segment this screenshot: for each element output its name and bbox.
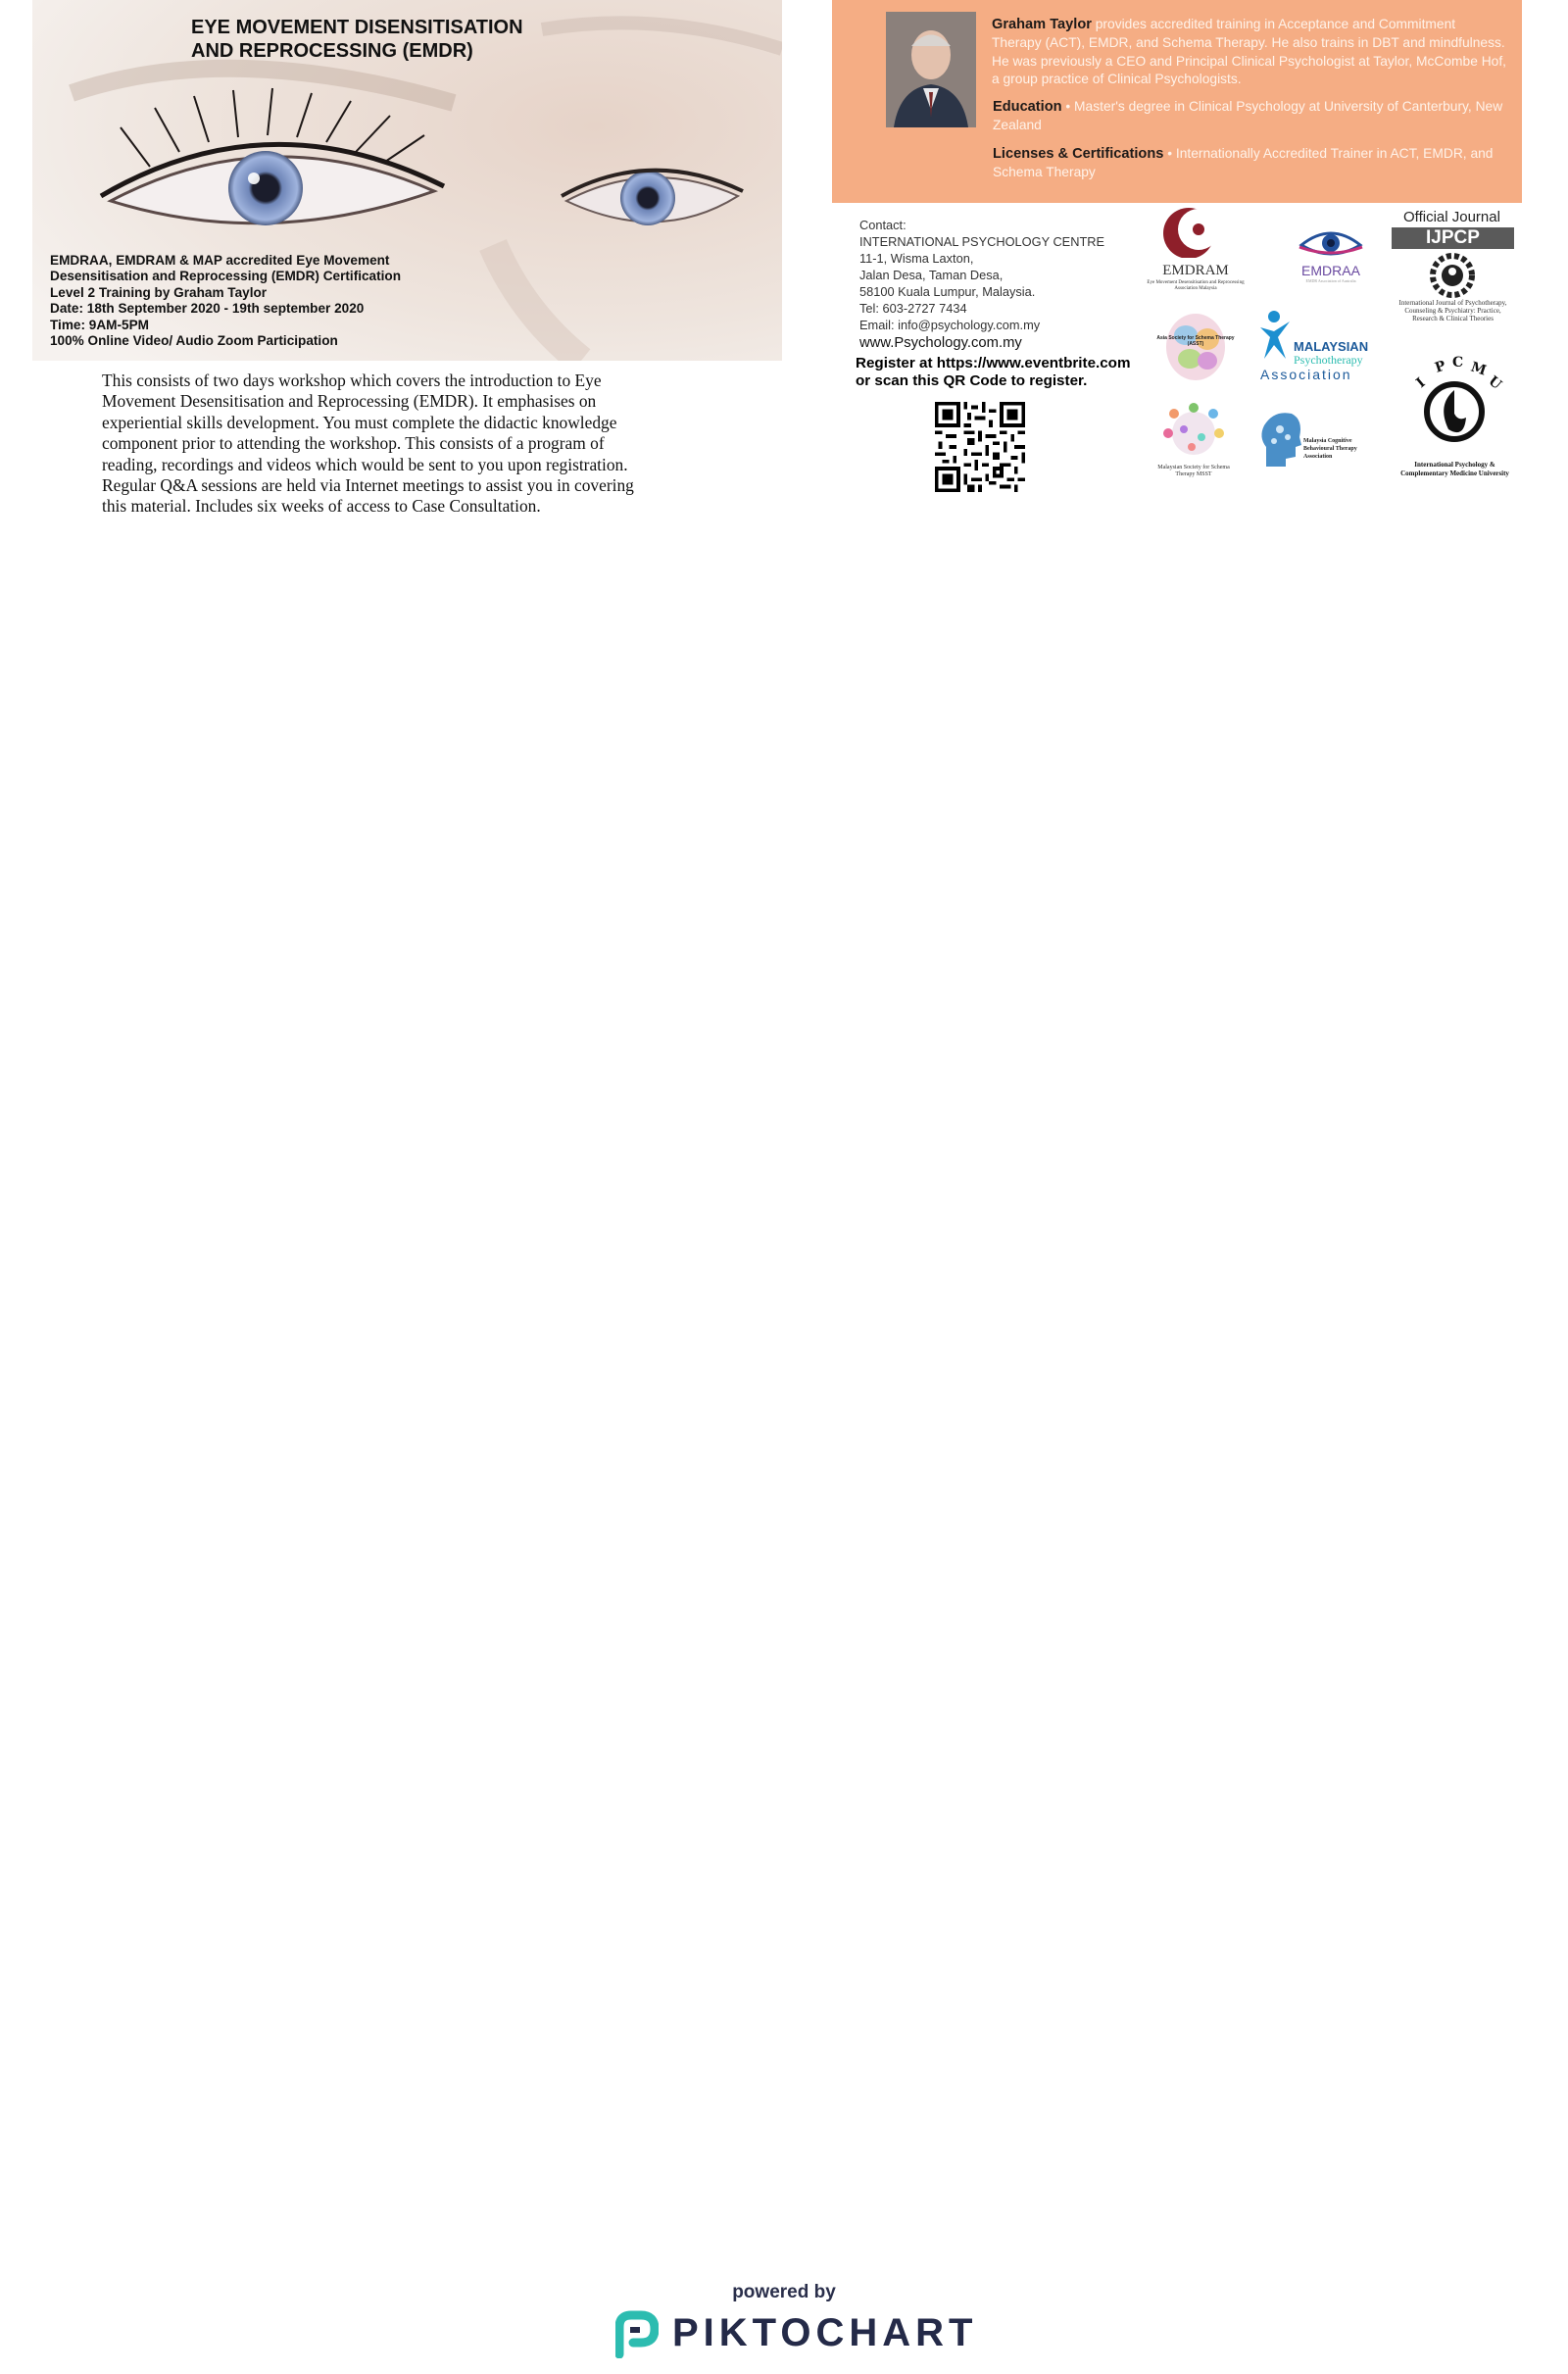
event-detail-line: Time: 9AM-5PM: [50, 317, 149, 332]
event-details: [50, 253, 599, 349]
education-label: Education: [993, 99, 1062, 115]
contact-line: Jalan Desa, Taman Desa,: [859, 268, 1004, 282]
contact-line: INTERNATIONAL PSYCHOLOGY CENTRE: [859, 234, 1105, 249]
register-line: or scan this QR Code to register.: [856, 372, 1088, 390]
asia-schema-caption: Asia Society for Schema Therapy (ASST): [1156, 335, 1235, 347]
emdram-name: EMDRAM: [1162, 263, 1229, 278]
trainer-name: Graham Taylor: [992, 17, 1092, 32]
ipcmu-seal-icon: [1394, 351, 1516, 459]
register-instructions: [856, 355, 1159, 391]
emdram-logo: [1142, 204, 1250, 297]
licenses-label: Licenses & Certifications: [993, 146, 1164, 162]
contact-line: 58100 Kuala Lumpur, Malaysia.: [859, 284, 1036, 299]
description-line: this material. Includes six weeks of access to Case Consultation.: [102, 496, 541, 517]
svg-text:P: P: [1433, 358, 1448, 376]
description-line: Movement Desensitisation and Reprocessing (EMDR). It emphasises on: [102, 391, 597, 412]
asia-schema-society-logo: [1156, 306, 1235, 384]
trainer-summary: [992, 16, 1506, 89]
hero-title-line: EYE MOVEMENT DISENSITISATION: [191, 17, 523, 38]
piktochart-wordmark[interactable]: PIKTOCHART: [672, 2311, 978, 2354]
powered-by-label: powered by: [732, 2282, 836, 2302]
hero-banner: [32, 0, 782, 361]
official-journal-label: Official Journal: [1403, 209, 1500, 225]
person-figure-icon: [1258, 310, 1294, 361]
education-text: • Master's degree in Clinical Psychology at University of Canterbury, New Zealand: [993, 99, 1503, 132]
emdraa-eye-icon: [1292, 223, 1370, 263]
ijpcp-name: IJPCP: [1392, 227, 1514, 249]
emdram-crescent-icon: [1142, 204, 1250, 258]
description-line: component prior to attending the workshop. This consists of a program of: [102, 433, 605, 454]
trainer-photo: [886, 12, 976, 127]
hero-title: [191, 16, 701, 63]
trainer-bio-panel: [832, 0, 1522, 203]
contact-line: Contact:: [859, 218, 906, 232]
trainer-description: provides accredited training in Acceptance and Commitment Therapy (ACT), EMDR, and Schema Therapy. He also trains in DBT and mindfulness. He was previously a CEO and Principal Clinical Psychologist at Taylor, McCombe Hof, a group practice of Clinical Psychologists.: [992, 17, 1507, 87]
event-detail-line: Desensitisation and Reprocessing (EMDR) Certification: [50, 269, 402, 284]
contact-email: Email: info@psychology.com.my: [859, 318, 1041, 332]
description-line: Regular Q&A sessions are held via Internet meetings to assist you in covering: [102, 475, 634, 496]
svg-text:C: C: [1452, 355, 1464, 371]
website-link[interactable]: www.Psychology.com.my: [859, 335, 1022, 351]
qr-code[interactable]: [929, 402, 1031, 492]
map-line2: Psychotherapy: [1294, 353, 1363, 367]
event-detail-line: 100% Online Video/ Audio Zoom Participation: [50, 333, 338, 349]
description-line: experiential skills development. You must complete the didactic knowledge: [102, 412, 617, 432]
emdram-caption: Eye Movement Desensitisation and Reprocessing Association Malaysia: [1147, 280, 1245, 291]
piktochart-logo-icon[interactable]: [615, 2309, 659, 2358]
event-detail-line: Level 2 Training by Graham Taylor: [50, 284, 268, 300]
contact-block: [859, 217, 1153, 333]
licenses-text: • Internationally Accredited Trainer in ACT, EMDR, and Schema Therapy: [993, 146, 1494, 179]
map-line1: MALAYSIAN: [1294, 339, 1369, 354]
event-detail-line: EMDRAA, EMDRAM & MAP accredited Eye Movement: [50, 253, 390, 268]
education-section: [993, 98, 1507, 135]
ijpcp-logo: [1392, 250, 1514, 333]
svg-text:U: U: [1485, 372, 1505, 393]
head-profile-icon: [1256, 408, 1305, 469]
malaysian-schema-society-logo: [1149, 400, 1239, 490]
emdraa-logo: [1292, 223, 1370, 288]
workshop-description: [102, 371, 729, 518]
malaysian-psychotherapy-association-logo: [1256, 308, 1384, 382]
contact-line: 11-1, Wisma Laxton,: [859, 251, 974, 266]
svg-text:M: M: [1468, 359, 1489, 379]
ipcmu-caption: International Psychology & Complementary Medicine University: [1400, 461, 1509, 477]
ijpcp-caption: International Journal of Psychotherapy, Counseling & Psychiatry: Practice, Research & Clinical Theories: [1398, 299, 1507, 322]
register-line: Register at https://www.eventbrite.com: [856, 355, 1131, 371]
mcbta-caption: Malaysia Cognitive Behavioural Therapy Association: [1303, 438, 1357, 460]
trainer-portrait-icon: [886, 12, 976, 127]
malaysia-cbt-association-logo: [1256, 404, 1382, 474]
map-line3: Association: [1260, 367, 1352, 382]
ipcmu-logo: [1394, 351, 1516, 488]
svg-text:I: I: [1413, 374, 1429, 392]
description-line: reading, recordings and videos which would be sent to you upon registration.: [102, 454, 628, 474]
hero-title-line: AND REPROCESSING (EMDR): [191, 40, 473, 62]
licenses-section: [993, 145, 1507, 182]
contact-phone: Tel: 603-2727 7434: [859, 301, 967, 316]
ijpcp-gear-icon: [1392, 250, 1514, 299]
description-line: This consists of two days workshop which covers the introduction to Eye: [102, 371, 602, 390]
head-bubbles-icon: [1149, 400, 1239, 463]
emdraa-caption: EMDR Association of Australia: [1305, 278, 1356, 283]
event-detail-line: Date: 18th September 2020 - 19th september 2020: [50, 301, 365, 317]
malaysian-schema-caption: Malaysian Society for Schema Therapy MSST: [1157, 465, 1230, 477]
emdraa-name: EMDRAA: [1301, 263, 1360, 278]
